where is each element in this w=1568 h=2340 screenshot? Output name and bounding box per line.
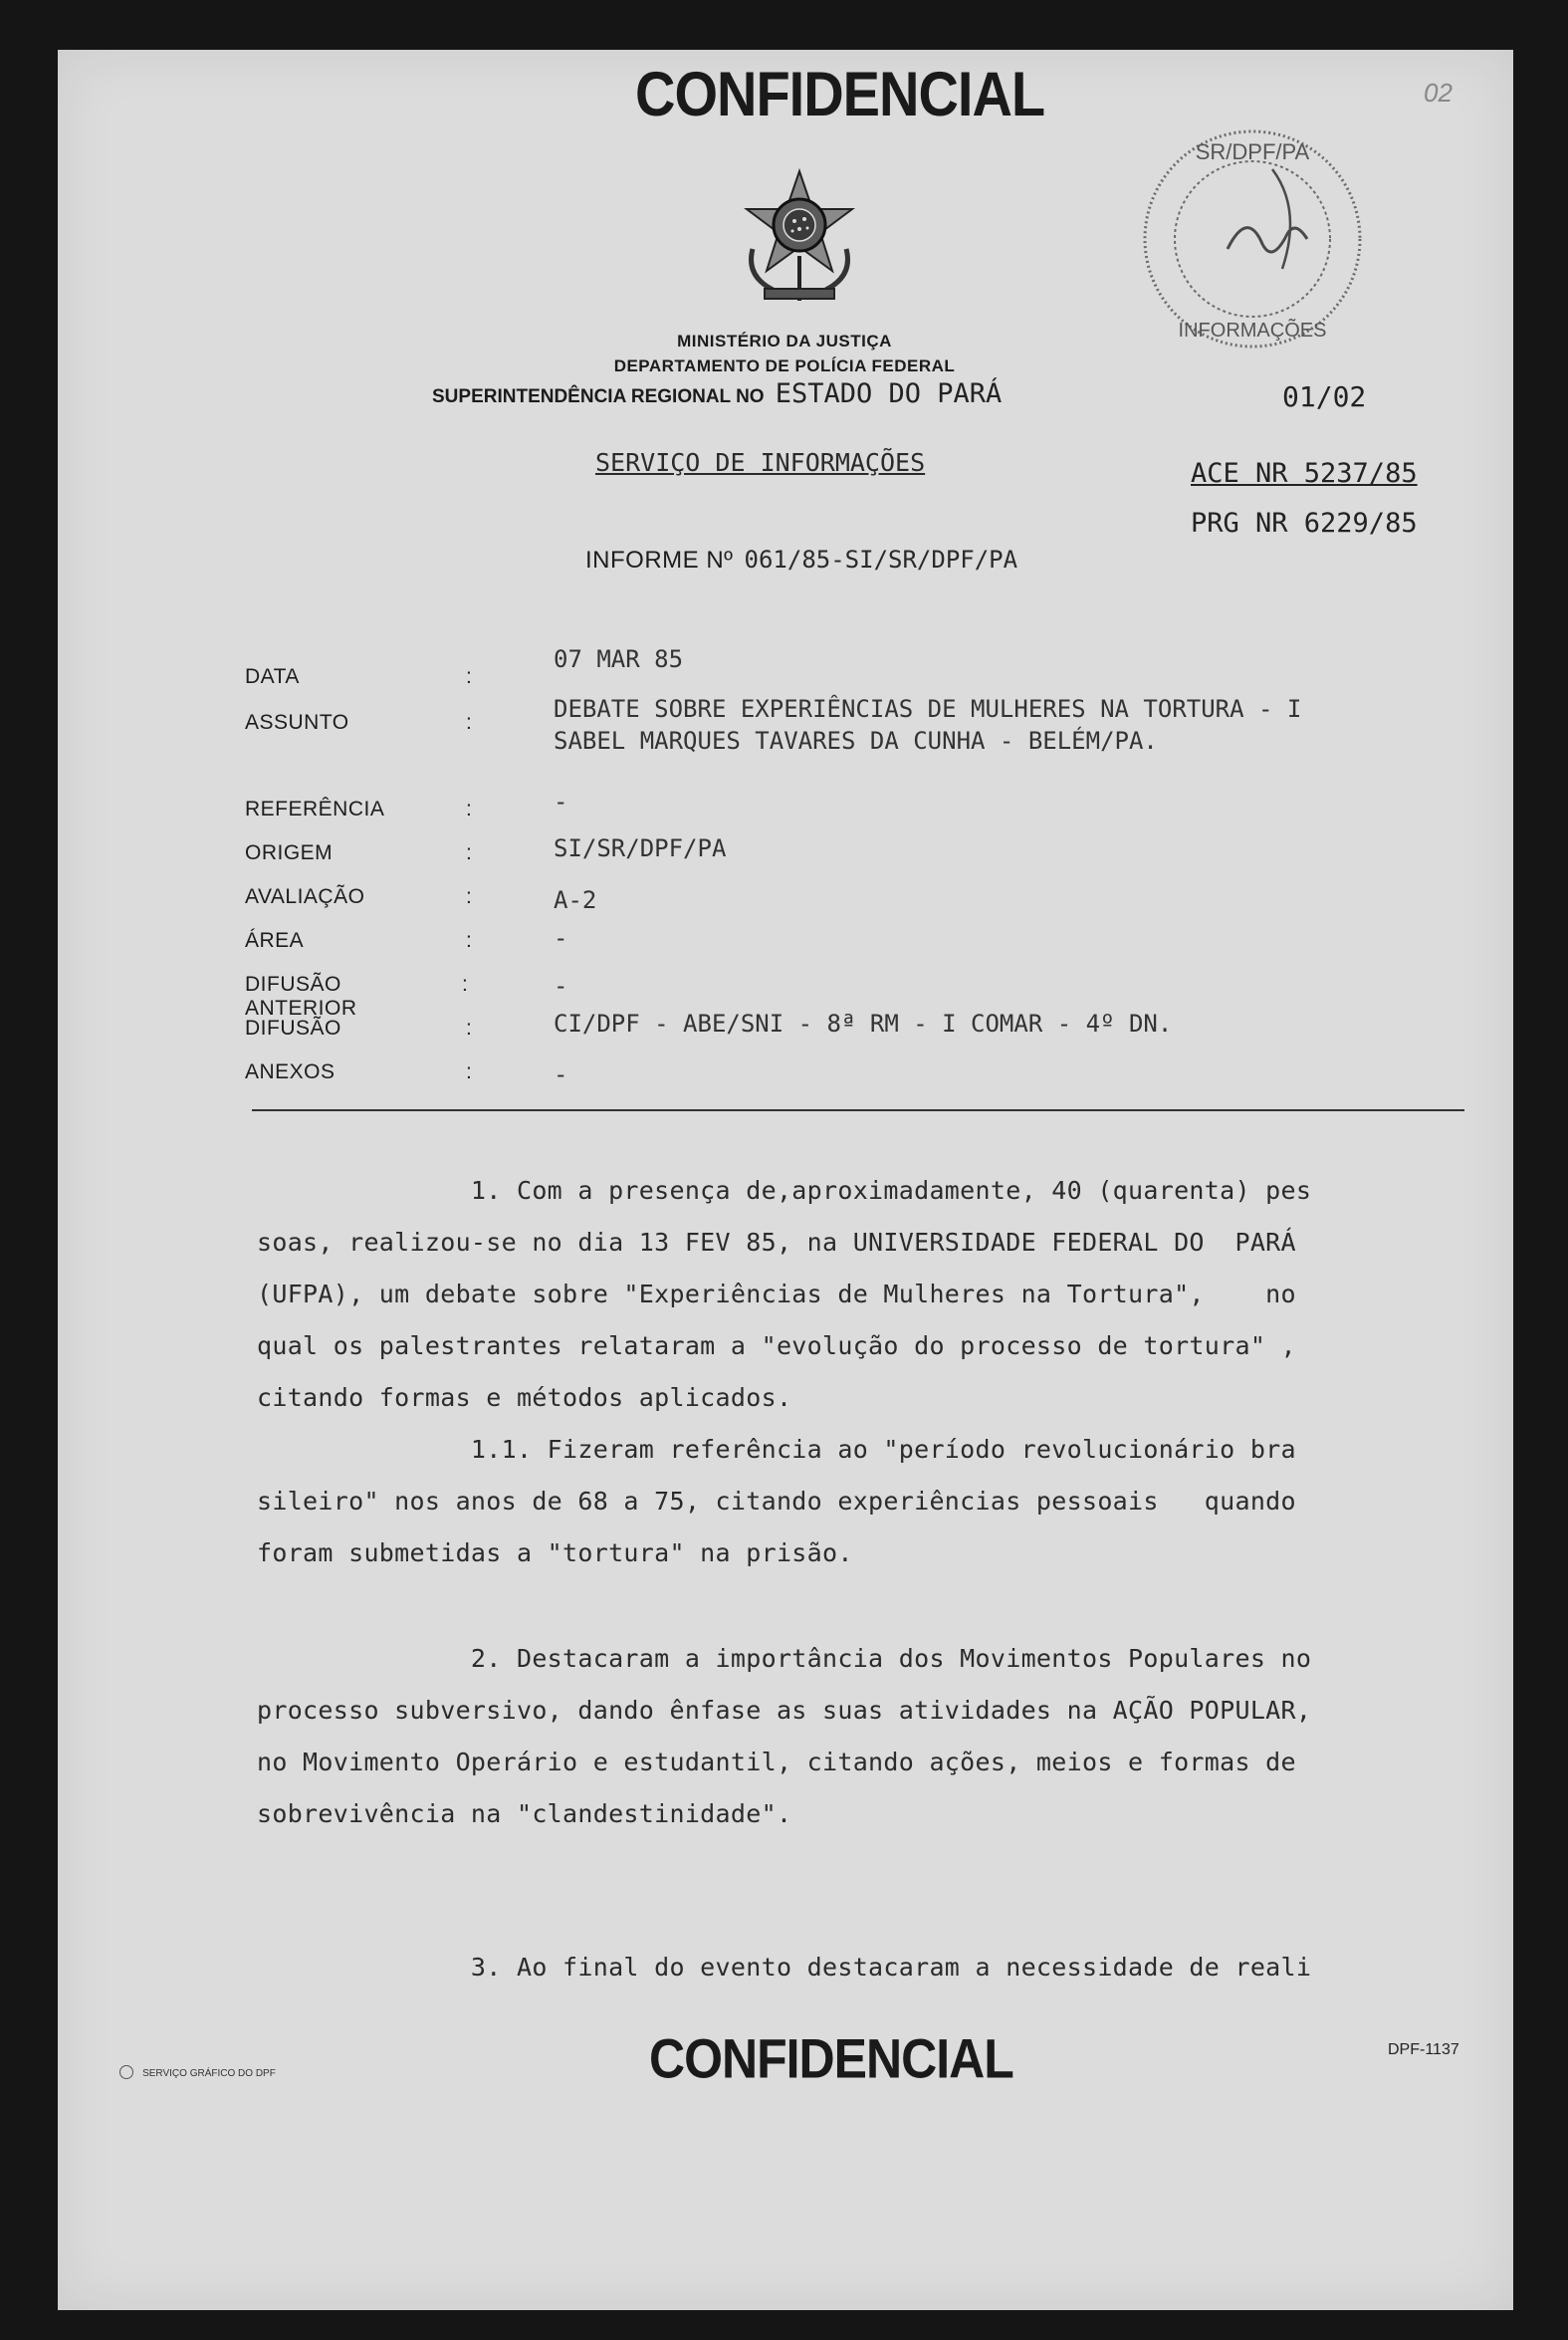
- field-value-avaliacao: A-2: [554, 886, 597, 914]
- field-colon: :: [466, 841, 472, 864]
- field-colon: :: [466, 665, 472, 688]
- body-line: 1. Com a presença de,aproximadamente, 40 (quarenta) pes: [257, 1176, 1312, 1205]
- field-colon: :: [466, 798, 472, 820]
- field-value-difusao-anterior: -: [554, 972, 568, 1000]
- field-value-origem: SI/SR/DPF/PA: [554, 834, 727, 862]
- classification-bottom: CONFIDENCIAL: [649, 2027, 1013, 2090]
- body-paragraph-1-1: [257, 1424, 1296, 1579]
- prg-number: PRG NR 6229/85: [1191, 508, 1418, 539]
- field-colon: :: [466, 929, 472, 952]
- field-value-anexos: -: [554, 1060, 568, 1088]
- field-colon: :: [466, 885, 472, 908]
- field-value-data: 07 MAR 85: [554, 645, 684, 673]
- body-paragraph-3: [257, 1942, 1311, 1993]
- field-label-assunto: ASSUNTO: [245, 711, 349, 734]
- field-label-avaliacao: AVALIAÇÃO: [245, 885, 365, 908]
- body-line: sileiro" nos anos de 68 a 75, citando experiências pessoais quando: [257, 1487, 1296, 1516]
- official-seal-stamp: [1133, 119, 1372, 358]
- page-mark: 02: [1424, 78, 1453, 108]
- body-line: 2. Destacaram a importância dos Movimentos Populares no: [257, 1644, 1312, 1673]
- page-number: 01/02: [1282, 380, 1367, 413]
- svg-text:INFORMAÇÕES: INFORMAÇÕES: [1178, 320, 1327, 342]
- department-name: DEPARTAMENTO DE POLÍCIA FEDERAL: [613, 356, 956, 375]
- separator-line: [252, 1109, 1464, 1111]
- printer-logo-icon: [119, 2065, 133, 2079]
- superintendence-typed: ESTADO DO PARÁ: [775, 378, 1003, 409]
- body-line: processo subversivo, dando ênfase as suas atividades na AÇÃO POPULAR,: [257, 1696, 1312, 1725]
- superintendence-printed: SUPERINTENDÊNCIA REGIONAL NO: [432, 386, 765, 407]
- field-colon: :: [466, 1017, 472, 1040]
- body-paragraph-2: [257, 1633, 1311, 1840]
- field-label-difusao: DIFUSÃO: [245, 1017, 341, 1040]
- coat-of-arms-icon: [725, 161, 874, 311]
- field-colon: :: [466, 1060, 472, 1083]
- field-value-assunto: DEBATE SOBRE EXPERIÊNCIAS DE MULHERES NA TORTURA - I: [554, 695, 1302, 723]
- svg-text:SR/DPF/PA: SR/DPF/PA: [1195, 139, 1310, 164]
- ministry-name: MINISTÉRIO DA JUSTIÇA: [677, 332, 892, 351]
- document-page: [58, 50, 1513, 2310]
- service-title: SERVIÇO DE INFORMAÇÕES: [595, 448, 926, 477]
- field-label-origem: ORIGEM: [245, 841, 334, 864]
- body-line: foram submetidas a "tortura" na prisão.: [257, 1538, 853, 1567]
- field-label-area: ÁREA: [245, 929, 305, 952]
- informe-line: [585, 546, 1017, 575]
- field-value-area: -: [554, 924, 568, 952]
- body-line: 1.1. Fizeram referência ao "período revolucionário bra: [257, 1435, 1296, 1464]
- body-line: soas, realizou-se no dia 13 FEV 85, na UNIVERSIDADE FEDERAL DO PARÁ: [257, 1228, 1296, 1257]
- field-label-data: DATA: [245, 665, 300, 688]
- classification-top: CONFIDENCIAL: [635, 59, 1045, 129]
- field-value-assunto-cont: SABEL MARQUES TAVARES DA CUNHA - BELÉM/PA.: [554, 727, 1158, 755]
- body-line: sobrevivência na "clandestinidade".: [257, 1799, 792, 1828]
- superintendence-line: [432, 378, 1002, 409]
- body-line: (UFPA), um debate sobre "Experiências de Mulheres na Tortura", no: [257, 1280, 1296, 1308]
- field-colon: :: [462, 973, 468, 996]
- body-line: qual os palestrantes relataram a "evolução do processo de tortura" ,: [257, 1331, 1296, 1360]
- field-value-referencia: -: [554, 788, 568, 816]
- informe-label: INFORME Nº: [585, 547, 734, 574]
- printer-name: SERVIÇO GRÁFICO DO DPF: [142, 2068, 276, 2079]
- body-line: 3. Ao final do evento destacaram a necessidade de reali: [257, 1953, 1312, 1982]
- informe-value: 061/85-SI/SR/DPF/PA: [744, 546, 1018, 574]
- form-number: DPF-1137: [1388, 2041, 1459, 2058]
- field-label-difusao-anterior: DIFUSÃO ANTERIOR: [245, 973, 357, 1020]
- body-paragraph-1: [257, 1165, 1311, 1424]
- field-label-anexos: ANEXOS: [245, 1060, 336, 1083]
- field-colon: :: [466, 711, 472, 734]
- ace-number: ACE NR 5237/85: [1191, 458, 1418, 489]
- body-line: no Movimento Operário e estudantil, citando ações, meios e formas de: [257, 1748, 1296, 1776]
- field-value-difusao: CI/DPF - ABE/SNI - 8ª RM - I COMAR - 4º DN.: [554, 1010, 1173, 1038]
- field-label-referencia: REFERÊNCIA: [245, 798, 385, 820]
- printer-mark: [119, 2061, 276, 2080]
- body-line: citando formas e métodos aplicados.: [257, 1383, 792, 1412]
